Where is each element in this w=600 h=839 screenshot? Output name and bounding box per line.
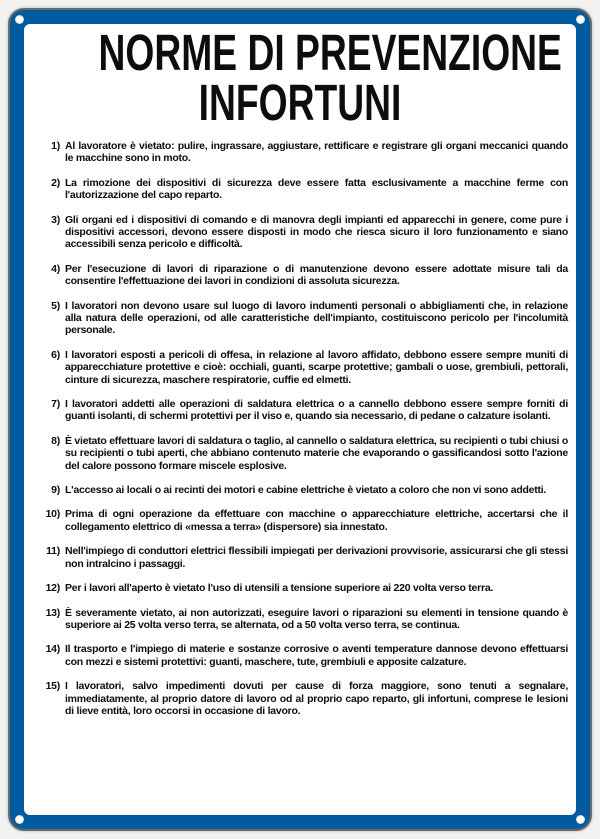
rule-item bbox=[36, 140, 568, 165]
rule-text: Al lavoratore è vietato: pulire, ingrassare, aggiustare, rettificare e registrare gli organi meccanici quando le macchine sono in moto. bbox=[65, 139, 568, 165]
title-line-1: NORME DI PREVENZIONE bbox=[98, 24, 562, 81]
rule-text: È severamente vietato, ai non autorizzati, eseguire lavori o riparazioni su elementi in tensione quando è superiore ai 25 volta verso terra, se alternata, od a 50 volta verso terra, se continua. bbox=[65, 606, 568, 631]
title-line-2: INFORTUNI bbox=[198, 73, 402, 131]
rule-number: 13) bbox=[45, 606, 60, 619]
rule-text: I lavoratori non devono usare sul luogo di lavoro indumenti personali o abbigliamenti che, in relazione alla natura delle operazioni, od alle caratteristiche dell'impianto, costituiscono pericolo per l'incolumità personale. bbox=[65, 299, 568, 337]
safety-sign-plate bbox=[8, 8, 592, 831]
rule-number: 2) bbox=[51, 176, 60, 189]
screw-hole-icon bbox=[15, 15, 24, 24]
rule-item bbox=[36, 484, 568, 496]
rule-number: 11) bbox=[46, 545, 60, 558]
rule-number: 6) bbox=[51, 348, 60, 361]
rule-item bbox=[36, 680, 568, 717]
rule-item bbox=[36, 435, 568, 472]
rule-text: Gli organi ed i dispositivi di comando e di manovra degli impianti ed apparecchi in genere, come pure i dispositivi accessori, devono essere disposti in modo che riesca sicuro il loro funzionamento e siano accessibili senza pericolo e difficoltà. bbox=[65, 213, 568, 251]
rule-text: Prima di ogni operazione da effettuare con macchine o apparecchiature elettriche, accertarsi che il collegamento elettrico di «messa a terra» (dispersore) sia innestato. bbox=[65, 508, 568, 533]
rule-item bbox=[36, 398, 568, 423]
rule-item bbox=[36, 263, 568, 288]
rule-text: L'accesso ai locali o ai recinti dei motori e cabine elettriche è vietato a coloro che non vi sono addetti. bbox=[65, 484, 547, 497]
rule-text: Per l'esecuzione di lavori di riparazione o di manutenzione devono essere adottate misure tali da consentire l'effettuazione dei lavori in condizioni di assoluta sicurezza. bbox=[65, 262, 568, 288]
rule-text: I lavoratori, salvo impedimenti dovuti per cause di forza maggiore, sono tenuti a segnalare, immediatamente, al proprio datore di lavoro od al proprio capo reparto, gli infortuni, comprese le lesioni di lieve entità, loro occorsi in occasione di lavoro. bbox=[65, 680, 568, 717]
rule-item bbox=[36, 582, 568, 594]
rule-text: La rimozione dei dispositivi di sicurezza deve essere fatta esclusivamente a macchine ferme con l'autorizzazione del capo reparto. bbox=[65, 176, 568, 202]
rule-text: I lavoratori addetti alle operazioni di saldatura elettrica o a cannello debbono essere sempre forniti di guanti isolanti, di schermi protettivi per il viso e, quando sia necessario, di pedane o calzature isolanti. bbox=[65, 398, 568, 423]
sign-title bbox=[98, 24, 562, 131]
rule-number: 8) bbox=[51, 434, 60, 447]
rule-number: 5) bbox=[51, 299, 60, 312]
screw-hole-icon bbox=[15, 815, 24, 824]
rule-number: 14) bbox=[45, 643, 60, 656]
rule-number: 4) bbox=[51, 262, 60, 275]
rule-text: È vietato effettuare lavori di saldatura o taglio, al cannello o saldatura elettrica, su recipienti o tubi chiusi o su recipienti o tubi aperti, che abbiano contenuto materie che evaporando o gassificandosi sotto l'azione del calore possono formare miscele esplosive. bbox=[65, 434, 568, 472]
rule-item bbox=[36, 214, 568, 251]
rule-text: Il trasporto e l'impiego di materie e sostanze corrosive o aventi temperature dannose devono effettuarsi con mezzi e sistemi protettivi: guanti, maschere, tute, grembiuli e apposite calzature. bbox=[65, 643, 568, 668]
screw-hole-icon bbox=[576, 15, 585, 24]
rule-text: I lavoratori esposti a pericoli di offesa, in relazione al lavoro affidato, debbono essere sempre muniti di apparecchiature protettive e cioè: occhiali, guanti, scarpe protettive; gambali o uose, grembiuli, pettorali, cinture di sicurezza, maschere respiratorie, cuffie ed elmetti. bbox=[65, 348, 568, 386]
rule-item bbox=[36, 508, 568, 533]
rule-item bbox=[36, 177, 568, 202]
rule-item bbox=[36, 300, 568, 337]
sign-panel bbox=[24, 24, 576, 815]
rule-item bbox=[36, 545, 568, 570]
rule-number: 1) bbox=[51, 139, 60, 152]
rule-number: 9) bbox=[51, 484, 60, 497]
rule-item bbox=[36, 643, 568, 668]
rule-number: 12) bbox=[45, 582, 60, 595]
rule-item bbox=[36, 349, 568, 386]
rule-number: 10) bbox=[45, 508, 60, 521]
rule-number: 7) bbox=[51, 398, 60, 411]
rules-list bbox=[36, 140, 568, 717]
rule-number: 15) bbox=[45, 680, 60, 693]
rule-item bbox=[36, 607, 568, 632]
rule-text: Nell'impiego di conduttori elettrici flessibili impiegati per derivazioni provvisorie, assicurarsi che gli stessi non intralcino i passaggi. bbox=[65, 545, 568, 570]
rule-number: 3) bbox=[51, 213, 60, 226]
rule-text: Per i lavori all'aperto è vietato l'uso di utensili a tensione superiore ai 220 volta verso terra. bbox=[65, 582, 494, 595]
screw-hole-icon bbox=[576, 815, 585, 824]
